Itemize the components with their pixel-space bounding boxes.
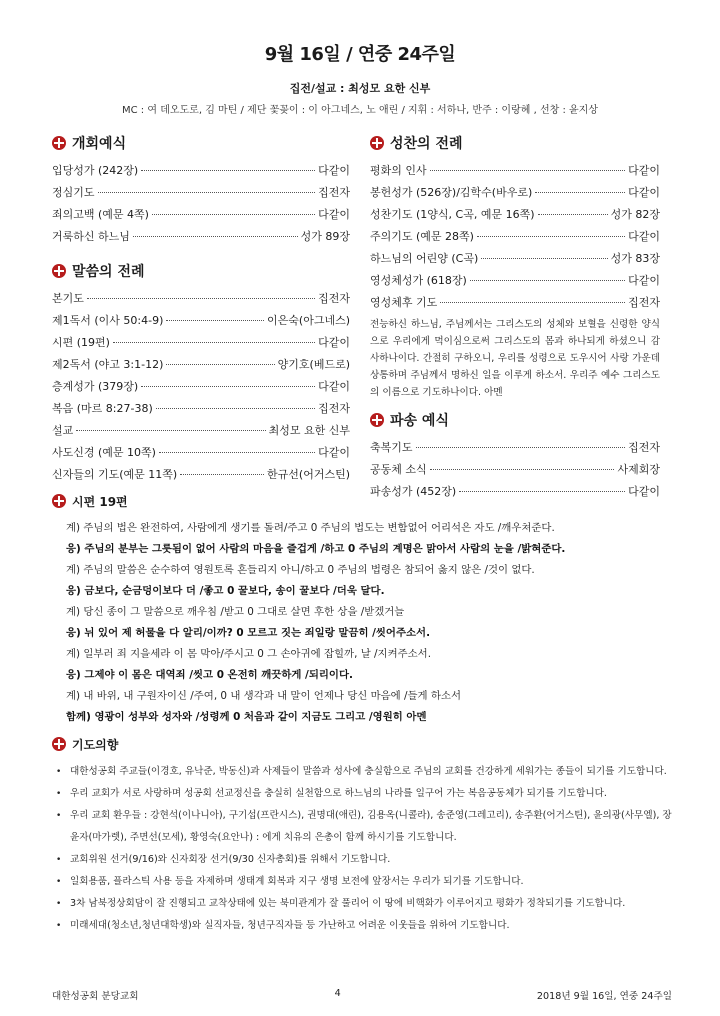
order-item: [52, 464, 350, 486]
order-item-label: 사도신경 (예문 10쪽): [52, 446, 156, 459]
psalm-line: 계) 주님의 말씀은 순수하여 영원토록 흔들리지 아니/하고 0 주님의 법령은 참되어 옳지 않은 /것이 없다.: [66, 564, 535, 576]
order-item-label: 파송성가 (452장): [370, 485, 457, 498]
section-heading-text: 시편 19편: [72, 494, 128, 509]
order-item-label: 복음 (마르 8:27-38): [52, 402, 153, 415]
section-heading-text: 개회예식: [72, 136, 127, 152]
intention-item: • 미래세대(청소년,청년대학생)와 실직자들, 청년구직자들 등 가난하고 어려운 이웃들을 위하여 기도합니다.: [52, 915, 672, 937]
dot-leader: [430, 169, 625, 171]
psalm-lines: [52, 518, 672, 728]
order-item-value: 집전자: [318, 186, 350, 199]
right-column: [370, 132, 660, 503]
opening-items: [52, 160, 350, 248]
intentions-list: [52, 761, 672, 937]
left-column: [52, 132, 350, 486]
order-item-label: 층계성가 (379장): [52, 380, 139, 393]
intention-item: • 우리 교회가 서로 사랑하며 성공회 선교정신을 충실히 실천함으로 하느님의 나라를 일구어 가는 복음공동체가 되기를 기도합니다.: [52, 783, 672, 805]
dot-leader: [180, 473, 264, 475]
intention-item: • 3차 남북정상회담이 잘 진행되고 교착상태에 있는 북미관계가 잘 풀리어 이 땅에 비핵화가 이루어지고 평화가 정착되기를 기도합니다.: [52, 893, 672, 915]
order-item: [370, 182, 660, 204]
section-heading-text: 말씀의 전례: [72, 264, 145, 280]
section-heading-eucharist: [370, 132, 660, 154]
section-heading-text: 기도의향: [72, 737, 119, 752]
cross-circle-icon: [52, 737, 66, 751]
order-item-value: 집전자: [628, 441, 660, 454]
order-item-label: 공동체 소식: [370, 463, 427, 476]
order-item-label: 하느님의 어린양 (C곡): [370, 252, 479, 265]
order-item-value: 다같이: [318, 380, 350, 393]
dot-leader: [87, 297, 315, 299]
psalm-line: 계) 당신 종이 그 말씀으로 깨우침 /받고 0 그대로 살면 후한 상을 /받겠거늘: [66, 606, 405, 618]
order-item: [52, 226, 350, 248]
order-item-value: 사제회장: [617, 463, 660, 476]
order-item-label: 평화의 인사: [370, 164, 427, 177]
order-item-value: 성가 83장: [610, 252, 660, 265]
eucharist-items: [370, 160, 660, 314]
order-item-label: 축복기도: [370, 441, 413, 454]
post-communion-prayer: 전능하신 하느님, 주님께서는 그리스도의 성체와 보혈을 신령한 양식으로 우리에게 먹이심으로써 그리스도의 몸과 하나되게 하셨으니 감사하나이다. 간절히 구하오니, 우리를 성령으로 도우시어 사랑 가운데 상통하며 주님께서 명하신 일을 이루게 하소서. 우리주 예수 그리스도의 이름으로 기도하나이다. 아멘: [370, 319, 660, 398]
page-title: 9월 16일 / 연중 24주일: [264, 44, 456, 65]
order-item-value: 다같이: [628, 164, 660, 177]
psalm-line: 함께) 영광이 성부와 성자와 /성령께 0 처음과 같이 지금도 그리고 /영원히 아멘: [66, 711, 427, 723]
order-item-value: 다같이: [318, 208, 350, 221]
order-item-label: 영성체성가 (618장): [370, 274, 467, 287]
dot-leader: [477, 235, 625, 237]
psalm-line: 응) 그제야 이 몸은 대역죄 /씻고 0 온전히 깨끗하게 /되리이다.: [66, 669, 353, 681]
dot-leader: [76, 429, 265, 431]
section-heading-psalm: [52, 490, 672, 512]
dot-leader: [156, 407, 315, 409]
psalm-line: 계) 내 바위, 내 구원자이신 /주여, 0 내 생각과 내 말이 언제나 당신 마음에 /들게 하소서: [66, 690, 462, 702]
order-item-label: 영성체후 기도: [370, 296, 438, 309]
order-item: [52, 442, 350, 464]
dot-leader: [159, 451, 315, 453]
cross-circle-icon: [370, 413, 384, 427]
order-item: [370, 204, 660, 226]
page-number: 4: [334, 988, 341, 999]
dot-leader: [430, 468, 615, 470]
section-heading-intentions: [52, 733, 672, 755]
order-item: [52, 354, 350, 376]
section-heading-opening: [52, 132, 350, 154]
psalm-line: 응) 주님의 분부는 그릇됨이 없어 사람의 마음을 즐겁게 /하고 0 주님의 계명은 맑아서 사람의 눈을 /밝혀준다.: [66, 543, 566, 555]
order-item: [52, 182, 350, 204]
order-item-value: 다같이: [318, 164, 350, 177]
psalm-line: 계) 주님의 법은 완전하여, 사람에게 생기를 돌려/주고 0 주님의 법도는 변함없어 어리석은 자도 /깨우쳐준다.: [66, 522, 555, 534]
section-heading-text: 성찬의 전례: [390, 136, 463, 152]
order-item-label: 거룩하신 하느님: [52, 230, 130, 243]
order-item-value: 다같이: [318, 336, 350, 349]
section-heading-text: 파송 예식: [390, 413, 449, 429]
intention-item: • 일회용품, 플라스틱 사용 등을 자제하며 생태계 회복과 지구 생명 보전에 앞장서는 우리가 되기를 기도합니다.: [52, 871, 672, 893]
order-item: [52, 376, 350, 398]
cross-circle-icon: [370, 136, 384, 150]
order-item-value: 다같이: [318, 446, 350, 459]
order-item-label: 정심기도: [52, 186, 95, 199]
word-items: [52, 288, 350, 486]
order-item-value: 다같이: [628, 230, 660, 243]
order-item-label: 주의기도 (예문 28쪽): [370, 230, 474, 243]
intention-item: • 대한성공회 주교들(이경호, 유낙준, 박동신)과 사제들이 말씀과 성사에 충실함으로 주님의 교회를 건강하게 세워가는 종들이 되기를 기도합니다.: [52, 761, 672, 783]
order-item-value: 집전자: [318, 292, 350, 305]
order-item: [52, 332, 350, 354]
order-item: [370, 248, 660, 270]
intention-item: • 우리 교회 환우들 : 강현석(이나니아), 구기섭(프란시스), 권명대(애린), 김용옥(니콜라), 송준영(그레고리), 송주환(어거스틴), 윤의광(사무엘), 장윤자(마가렛), 주면선(모세), 황영숙(요안나) : 에게 치유의 은총이 함께 하시기를 기도합니다.: [52, 805, 672, 849]
order-item-label: 입당성가 (242장): [52, 164, 139, 177]
intention-item: • 교회위원 선거(9/16)와 신자회장 선거(9/30 신자총회)를 위해서 기도합니다.: [52, 849, 672, 871]
celebrant-line: 집전/설교 : 최성모 요한 신부: [289, 82, 431, 95]
order-item-value: 다같이: [628, 485, 660, 498]
psalm-section: [52, 490, 672, 728]
psalm-line: 응) 뉘 있어 제 허물을 다 알리/이까? 0 모르고 짓는 죄일랑 말끔히 /씻어주소서.: [66, 627, 431, 639]
dot-leader: [141, 385, 315, 387]
psalm-line: 응) 금보다, 순금덩이보다 더 /좋고 0 꿀보다, 송이 꿀보다 /더욱 달다.: [66, 585, 385, 597]
intentions-section: [52, 733, 672, 937]
order-item-value: 성가 89장: [300, 230, 350, 243]
dot-leader: [440, 301, 625, 303]
order-item-label: 신자들의 기도(예문 11쪽): [52, 468, 178, 481]
dot-leader: [166, 363, 274, 365]
order-item-label: 본기도: [52, 292, 84, 305]
order-item-value: 최성모 요한 신부: [268, 424, 350, 437]
dot-leader: [141, 169, 315, 171]
section-heading-dismissal: [370, 409, 660, 431]
cross-circle-icon: [52, 264, 66, 278]
order-item-value: 다같이: [628, 274, 660, 287]
page-footer: [52, 988, 672, 1002]
order-item-value: 집전자: [628, 296, 660, 309]
section-heading-word: [52, 260, 350, 282]
order-item-value: 한규선(어거스틴): [267, 468, 350, 481]
psalm-line: 계) 일부러 죄 지을세라 이 몸 막아/주시고 0 그 손아귀에 잡힐까, 날 /지켜주소서.: [66, 648, 432, 660]
cross-circle-icon: [52, 494, 66, 508]
dot-leader: [166, 319, 264, 321]
footer-church: 대한성공회 분당교회: [52, 991, 139, 1002]
order-item-label: 제2독서 (야고 3:1-12): [52, 358, 164, 371]
order-item: [52, 398, 350, 420]
dot-leader: [535, 191, 625, 193]
order-item-label: 성찬기도 (1양식, C곡, 예문 16쪽): [370, 208, 535, 221]
order-item-value: 이은숙(아그네스): [267, 314, 350, 327]
order-item: [370, 160, 660, 182]
order-item: [52, 288, 350, 310]
order-item-value: 다같이: [628, 186, 660, 199]
order-item-label: 봉헌성가 (526장)/김학수(바우로): [370, 186, 533, 199]
order-item: [52, 310, 350, 332]
order-item: [370, 437, 660, 459]
order-item: [52, 420, 350, 442]
dot-leader: [538, 213, 608, 215]
dot-leader: [481, 257, 607, 259]
dot-leader: [98, 191, 316, 193]
order-item: [370, 459, 660, 481]
order-item-label: 제1독서 (이사 50:4-9): [52, 314, 164, 327]
order-item-label: 설교: [52, 424, 74, 437]
cross-circle-icon: [52, 136, 66, 150]
roles-line: MC : 여 데오도로, 김 마틴 / 제단 꽃꽂이 : 이 아그네스, 노 애린 / 지휘 : 서하나, 반주 : 이랑혜 , 선창 : 윤지상: [122, 105, 598, 116]
dot-leader: [416, 446, 626, 448]
dot-leader: [152, 213, 315, 215]
order-item-value: 성가 82장: [610, 208, 660, 221]
dot-leader: [133, 235, 298, 237]
dot-leader: [470, 279, 625, 281]
footer-date: 2018년 9월 16일, 연중 24주일: [536, 991, 672, 1002]
order-item: [370, 270, 660, 292]
order-item-label: 시편 (19편): [52, 336, 110, 349]
order-item: [370, 292, 660, 314]
dot-leader: [113, 341, 315, 343]
order-item: [370, 226, 660, 248]
order-item-value: 집전자: [318, 402, 350, 415]
order-item-label: 죄의고백 (예문 4쪽): [52, 208, 149, 221]
order-item: [52, 204, 350, 226]
order-item-value: 양기호(베드로): [277, 358, 350, 371]
order-item: [52, 160, 350, 182]
